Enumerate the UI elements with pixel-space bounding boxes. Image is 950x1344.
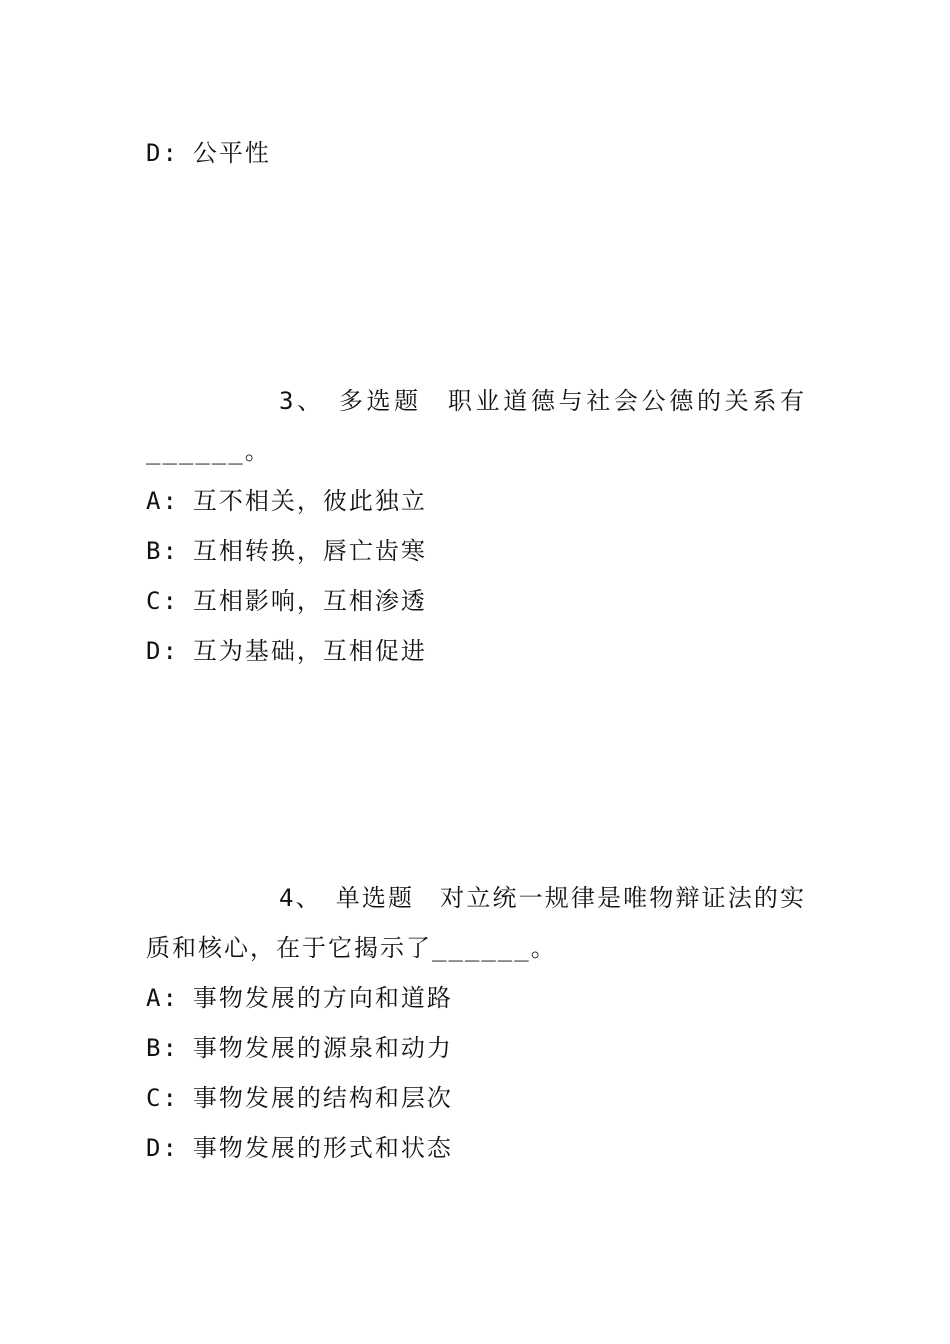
question-number: 3、 xyxy=(279,387,325,415)
option-a xyxy=(146,486,427,516)
option-b xyxy=(146,536,427,566)
question-number: 4、 xyxy=(279,884,322,912)
option-text: 互不相关，彼此独立 xyxy=(192,487,427,515)
option-text: 互相影响，互相渗透 xyxy=(192,587,427,615)
option-text: 事物发展的源泉和动力 xyxy=(192,1034,453,1062)
option-letter: D: xyxy=(146,637,179,665)
option-letter: D: xyxy=(146,1134,179,1162)
option-text: 事物发展的形式和状态 xyxy=(192,1134,453,1162)
option-letter: C: xyxy=(146,1084,179,1112)
option-c xyxy=(146,1083,453,1113)
option-d xyxy=(146,138,271,168)
question-text: 对立统一规律是唯物辩证法的实质和核心，在于它揭示了______。 xyxy=(146,884,807,962)
option-d xyxy=(146,1133,453,1163)
question-3-stem xyxy=(146,376,806,476)
option-c xyxy=(146,586,427,616)
option-letter: A: xyxy=(146,487,179,515)
option-letter: D: xyxy=(146,139,179,167)
option-d xyxy=(146,636,427,666)
option-letter: A: xyxy=(146,984,179,1012)
option-text: 事物发展的结构和层次 xyxy=(192,1084,453,1112)
option-letter: C: xyxy=(146,587,179,615)
option-b xyxy=(146,1033,453,1063)
option-letter: B: xyxy=(146,537,179,565)
option-text: 互相转换，唇亡齿寒 xyxy=(192,537,427,565)
question-text: 职业道德与社会公德的关系有______。 xyxy=(146,387,807,465)
option-text: 公平性 xyxy=(192,139,271,167)
option-text: 事物发展的方向和道路 xyxy=(192,984,453,1012)
question-type: 多选题 xyxy=(338,387,422,415)
option-letter: B: xyxy=(146,1034,179,1062)
option-text: 互为基础，互相促进 xyxy=(192,637,427,665)
question-type: 单选题 xyxy=(335,884,415,912)
option-a xyxy=(146,983,453,1013)
question-4-stem xyxy=(146,873,806,973)
